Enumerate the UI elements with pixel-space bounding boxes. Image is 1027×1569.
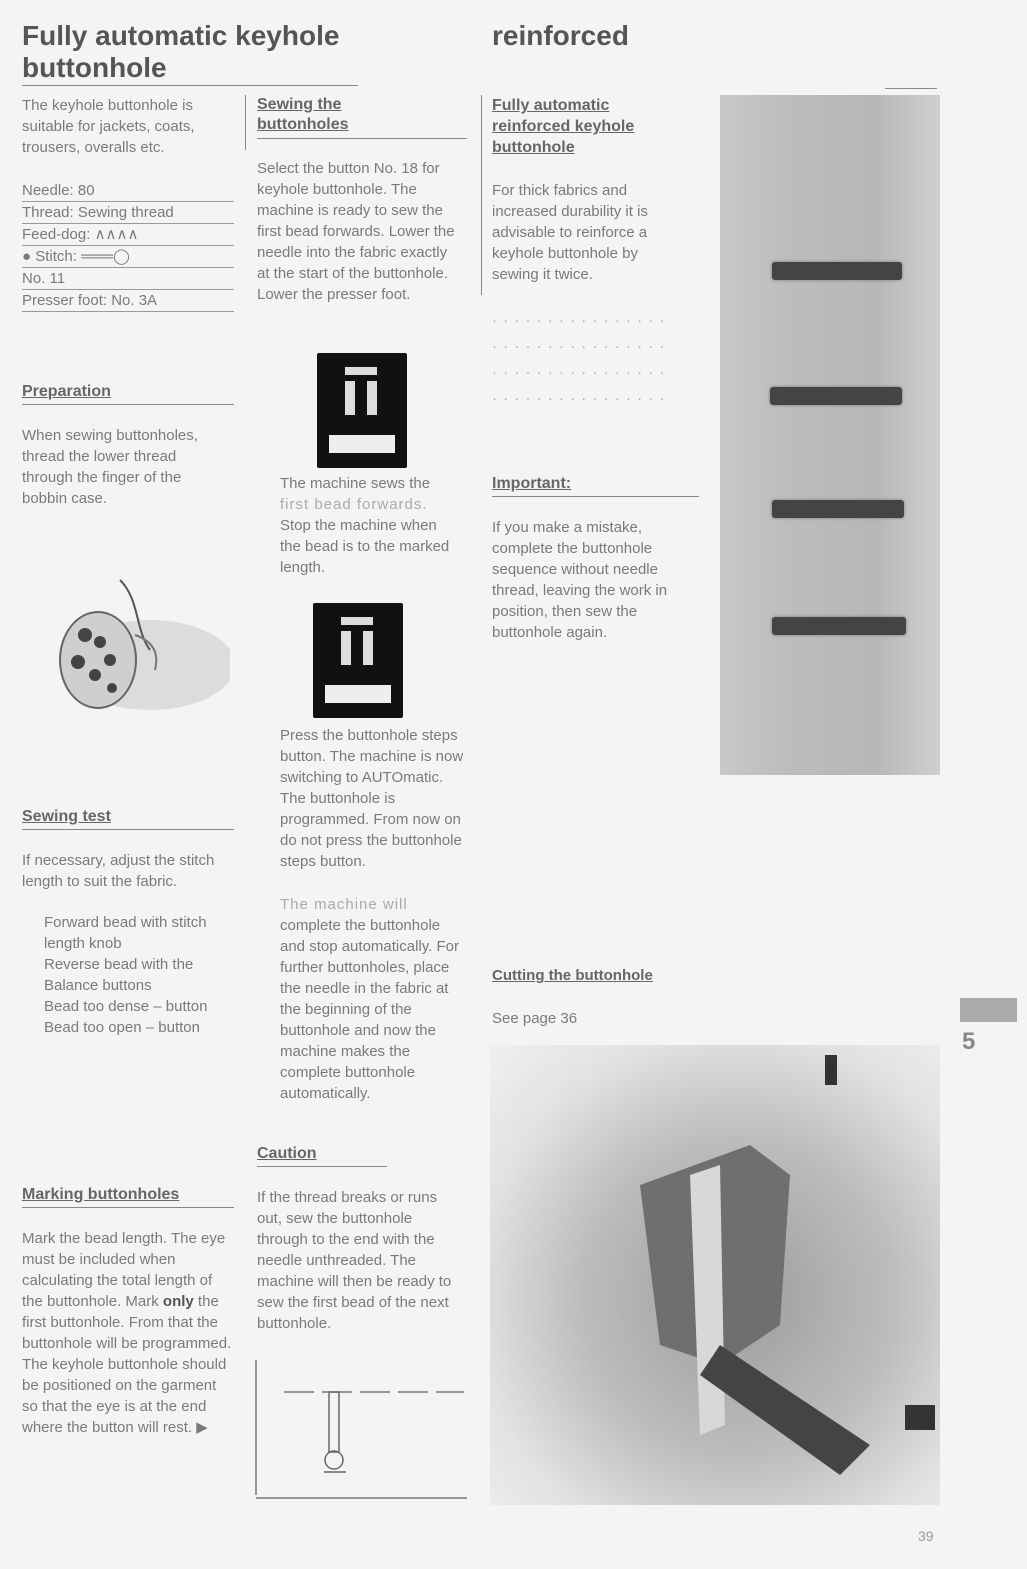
buttonhole-sample [772,500,904,518]
sewing-test-list [44,912,234,1038]
buttonhole-display-panel-1 [317,353,407,468]
cutting-heading: Cutting the buttonhole [492,967,653,984]
list-item: Bead too open – button [44,1019,200,1036]
sewing-test-heading: Sewing test [22,808,234,830]
page-number: 39 [918,1528,934,1544]
right-title: reinforced [492,20,629,51]
preparation-text: When sewing buttonholes, thread the lower thread through the finger of the bobbin case. [22,427,198,507]
complete-text: complete the buttonhole and stop automatically. For further buttonholes, place the needle in the fabric at the beginning of the buttonhole and now the machine makes the complete buttonhole automatically. [280,917,459,1102]
column-divider-right [481,95,482,295]
spec-list [22,180,234,312]
list-item: Bead too dense – button [44,998,208,1015]
chapter-tab [960,998,1017,1022]
machine-sews-text: The machine sews the first bead forwards. [280,475,431,513]
spec-presser-foot: Presser foot: No. 3A [22,290,234,312]
sewing-heading: Sewing the buttonholes [257,95,467,139]
cutting-text: See page 36 [492,1010,578,1027]
intro-text: The keyhole buttonhole is suitable for jackets, coats, trousers, overalls etc. [22,97,195,156]
buttonhole-display-panel-2 [313,603,403,718]
title-underline [22,85,358,86]
emphasis-only: only [162,1293,194,1310]
page-title: Fully automatic keyhole buttonhole [22,20,340,83]
column-divider [245,95,246,150]
buttonhole-sample [770,387,902,405]
list-item: Reverse bead with the Balance buttons [44,956,194,994]
feed-dog-icon: ∧∧∧∧ [94,226,139,243]
buttonhole-marking-diagram [254,1360,469,1505]
important-text: If you make a mistake, complete the buttonhole sequence without needle thread, leaving the work in position, then sew the buttonhole again. [492,519,668,641]
marking-heading: Marking buttonholes [22,1186,234,1208]
preparation-heading: Preparation [22,383,234,405]
bobbin-case-illustration [40,570,230,730]
reinforced-intro: For thick fabrics and increased durability it is advisable to reinforce a keyhole buttonhole by sewing it twice. [492,182,648,283]
reinforced-buttonhole-samples-photo [720,95,940,775]
press-blur-text: The machine will [280,896,408,913]
buttonhole-sample [772,617,906,635]
chapter-number: 5 [962,1028,976,1055]
buttonhole-sample [772,262,902,280]
caution-heading: Caution [257,1145,387,1167]
reinforced-subheading: Fully automatic reinforced keyhole buttonhole [492,97,635,156]
press-text: Press the buttonhole steps button. The machine is now switching to AUTOmatic. The buttonhole is programmed. From now on do not press the buttonhole steps button. [280,727,464,870]
spec-feed-dog: Feed-dog: ∧∧∧∧ [22,224,234,246]
stop-text: Stop the machine when the bead is to the marked length. [280,517,450,576]
list-item: Forward bead with stitch length knob [44,914,207,952]
spec-thread: Thread: Sewing thread [22,202,234,224]
spec-stitch: ● Stitch: ═══◯ [22,246,234,268]
caution-text: If the thread breaks or runs out, sew the buttonhole through to the end with the needle unthreaded. The machine will then be ready to sew the first bead of the next buttonhole. [257,1189,452,1332]
spec-needle: Needle: 80 [22,180,234,202]
sewing-text: Select the button No. 18 for keyhole buttonhole. The machine is ready to sew the first bead forwards. Lower the needle into the fabric exactly at the start of the buttonhole. Lower the presser foot. [257,160,455,303]
sewing-test-text: If necessary, adjust the stitch length to suit the fabric. [22,852,215,890]
buttonhole-stitch-icon: ═══◯ [81,248,130,265]
sewing-machine-photo [490,1045,940,1505]
continue-arrow-icon: ▶ [196,1419,208,1436]
marking-text: Mark the bead length. The eye must be included when calculating the total length of the buttonhole. Mark only the first buttonhole. From that the buttonhole will be programmed. The keyhole buttonhole should be positioned on the garment so that the eye is at the end where the button will rest. ▶ [22,1230,232,1436]
important-heading: Important: [492,475,699,497]
spec-number: No. 11 [22,268,234,290]
right-title-rule [885,88,937,89]
reinforced-blur-text: · · · · · · · · · · · · · · · · · · · · · · · · · · · · · · · · · · · · · · · · · · · · · · · · · · · · · · · · · · · · · · · · [492,312,666,407]
